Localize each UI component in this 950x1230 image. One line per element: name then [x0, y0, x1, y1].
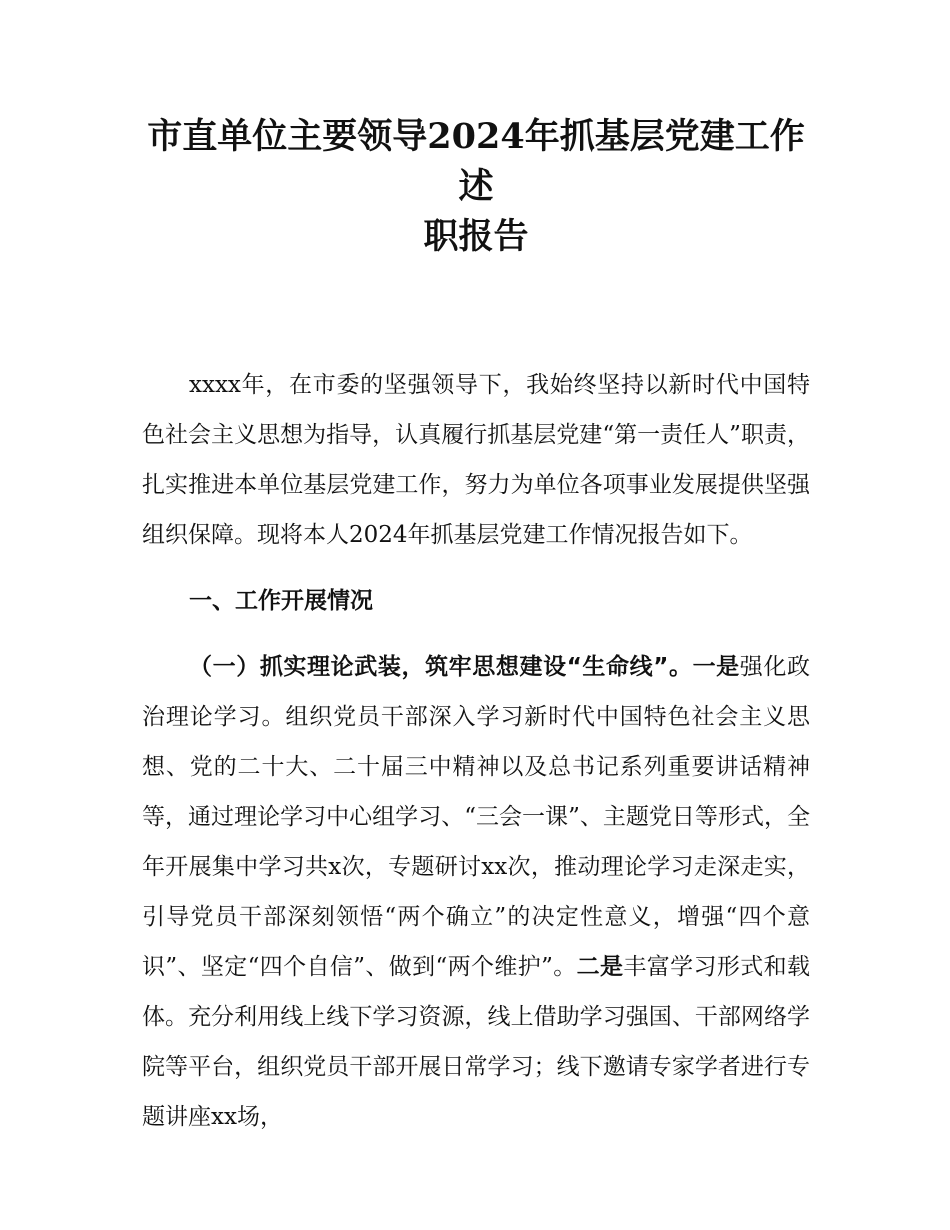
- subsection-heading: （一）抓实理论武装，筑牢思想建设“生命线”。: [189, 654, 693, 680]
- lead-phrase-2: 二是: [576, 954, 624, 980]
- subsection-text-2: 丰富学习形式和载体。充分利用线上线下学习资源，线上借助学习强国、干部网络学院等平台，组织党员干部开展日常学习；线下邀请专家学者进行专题讲座xx场，: [142, 954, 811, 1130]
- document-title: [142, 112, 810, 262]
- subsection-text-1: 强化政治理论学习。组织党员干部深入学习新时代中国特色社会主义思想、党的二十大、二十届三中精神以及总书记系列重要讲话精神等，通过理论学习中心组学习、“三会一课”、主题党日等形式，全年开展集中学习共x次，专题研讨xx次，推动理论学习走深走实，引导党员干部深刻领悟“两个确立”的决定性意义，增强“四个意识”、坚定“四个自信”、做到“两个维护”。: [142, 654, 811, 980]
- intro-paragraph: xxxx年，在市委的坚强领导下，我始终坚持以新时代中国特色社会主义思想为指导，认真履行抓基层党建“第一责任人”职责，扎实推进本单位基层党建工作，努力为单位各项事业发展提供坚强组织保障。现将本人2024年抓基层党建工作情况报告如下。: [142, 372, 810, 548]
- title-line-1: 市直单位主要领导2024年抓基层党建工作述: [147, 116, 805, 207]
- lead-phrase-1: 一是: [692, 654, 740, 680]
- document-page: [142, 112, 810, 1142]
- subsection-paragraph: [142, 642, 810, 1142]
- section-heading: 一、工作开展情况: [189, 588, 373, 614]
- title-line-2: 职报告: [423, 216, 529, 257]
